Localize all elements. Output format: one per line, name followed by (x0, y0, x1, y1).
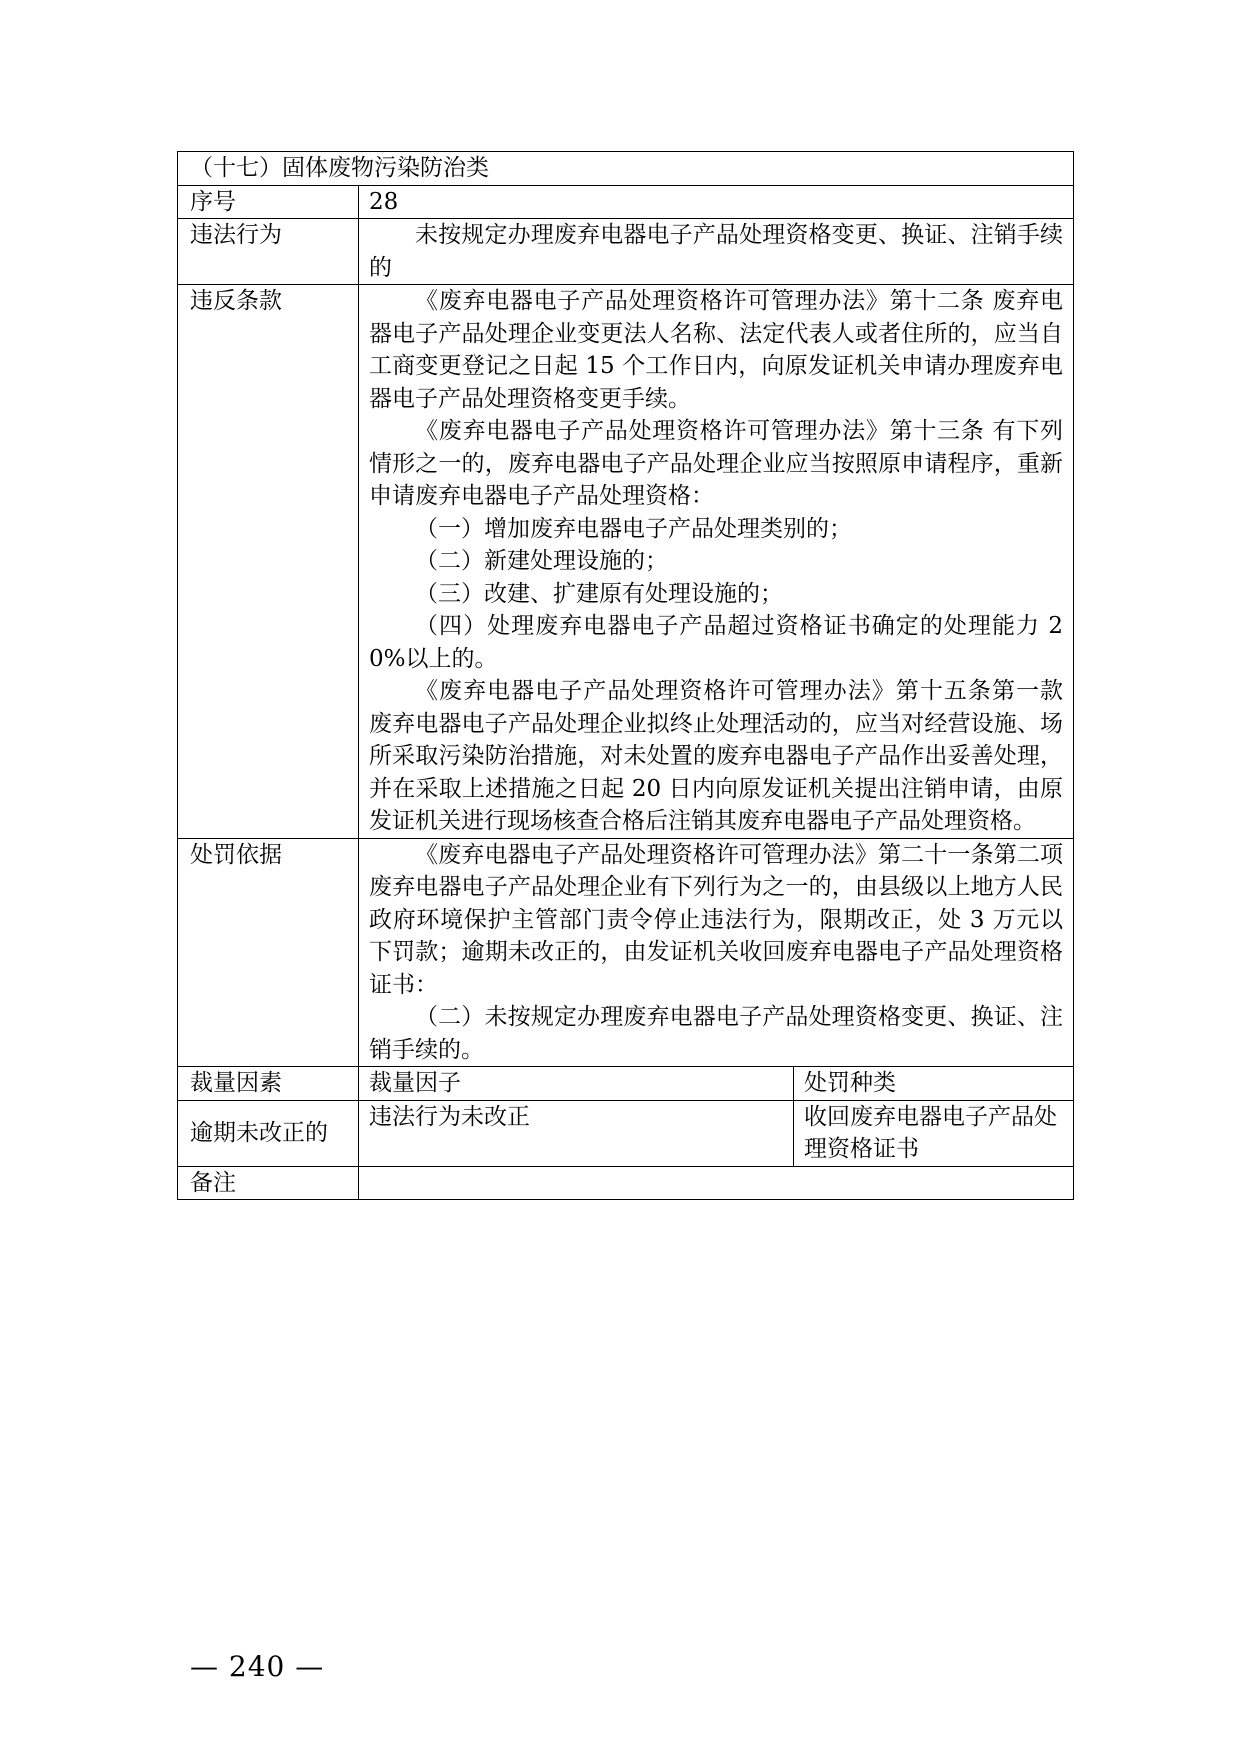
article-item: （一）增加废弃电器电子产品处理类别的； (415, 515, 852, 542)
page-number: — 240 — (190, 1650, 325, 1683)
serial-value: 28 (359, 185, 1074, 219)
remarks-row (178, 1166, 1074, 1200)
violated-articles-cell (359, 285, 1074, 839)
violation-row (178, 219, 1074, 285)
penalty-table (177, 151, 1074, 1200)
remarks-value (359, 1166, 1074, 1200)
overdue-row (178, 1100, 1074, 1166)
violation-label: 违法行为 (178, 219, 359, 285)
article-paragraph: 《废弃电器电子产品处理资格许可管理办法》第十五条第一款 废弃电器电子产品处理企业拟终止处理活动的，应当对经营设施、场所采取污染防治措施，对未处置的废弃电器电子产品作出妥善处理，并在采取上述措施之日起 20 日内向原发证机关提出注销申请，由原发证机关进行现场核查合格后注销其废弃电器电子产品处理资格。 (369, 678, 1064, 834)
discretion-factor-label: 裁量因素 (178, 1067, 359, 1101)
discretion-factor-header: 裁量因子 (359, 1067, 794, 1101)
violation-text: 未按规定办理废弃电器电子产品处理资格变更、换证、注销手续的 (369, 222, 1064, 281)
section-title: （十七）固体废物污染防治类 (178, 152, 1074, 186)
basis-item: （二）未按规定办理废弃电器电子产品处理资格变更、换证、注销手续的。 (369, 1004, 1064, 1063)
article-item: （二）新建处理设施的； (415, 548, 668, 574)
article-item: （四）处理废弃电器电子产品超过资格证书确定的处理能力 20%以上的。 (369, 613, 1064, 672)
discretion-header-row (178, 1067, 1074, 1101)
serial-row (178, 185, 1074, 219)
penalty-type-header: 处罚种类 (794, 1067, 1074, 1101)
remarks-label: 备注 (178, 1166, 359, 1200)
serial-label: 序号 (178, 185, 359, 219)
penalty-basis-row (178, 838, 1074, 1067)
penalty-basis-cell (359, 838, 1074, 1067)
article-paragraph: 《废弃电器电子产品处理资格许可管理办法》第十三条 有下列情形之一的，废弃电器电子产品处理企业应当按照原申请程序，重新申请废弃电器电子产品处理资格： (369, 418, 1064, 509)
overdue-label: 逾期未改正的 (178, 1100, 359, 1166)
article-item: （三）改建、扩建原有处理设施的； (415, 580, 783, 607)
violation-cell (359, 219, 1074, 285)
article-paragraph: 《废弃电器电子产品处理资格许可管理办法》第十二条 废弃电器电子产品处理企业变更法人名称、法定代表人或者住所的，应当自工商变更登记之日起 15 个工作日内，向原发证机关申请办理废弃电器电子产品处理资格变更手续。 (369, 288, 1064, 412)
overdue-factor: 违法行为未改正 (359, 1100, 794, 1166)
violated-articles-label: 违反条款 (178, 285, 359, 839)
overdue-penalty-type: 收回废弃电器电子产品处理资格证书 (794, 1100, 1074, 1166)
penalty-basis-label: 处罚依据 (178, 838, 359, 1067)
basis-paragraph: 《废弃电器电子产品处理资格许可管理办法》第二十一条第二项 废弃电器电子产品处理企业有下列行为之一的，由县级以上地方人民政府环境保护主管部门责令停止违法行为，限期改正，处 3 万元以下罚款；逾期未改正的，由发证机关收回废弃电器电子产品处理资格证书： (369, 841, 1064, 998)
section-title-row (178, 152, 1074, 186)
violated-articles-row (178, 285, 1074, 839)
